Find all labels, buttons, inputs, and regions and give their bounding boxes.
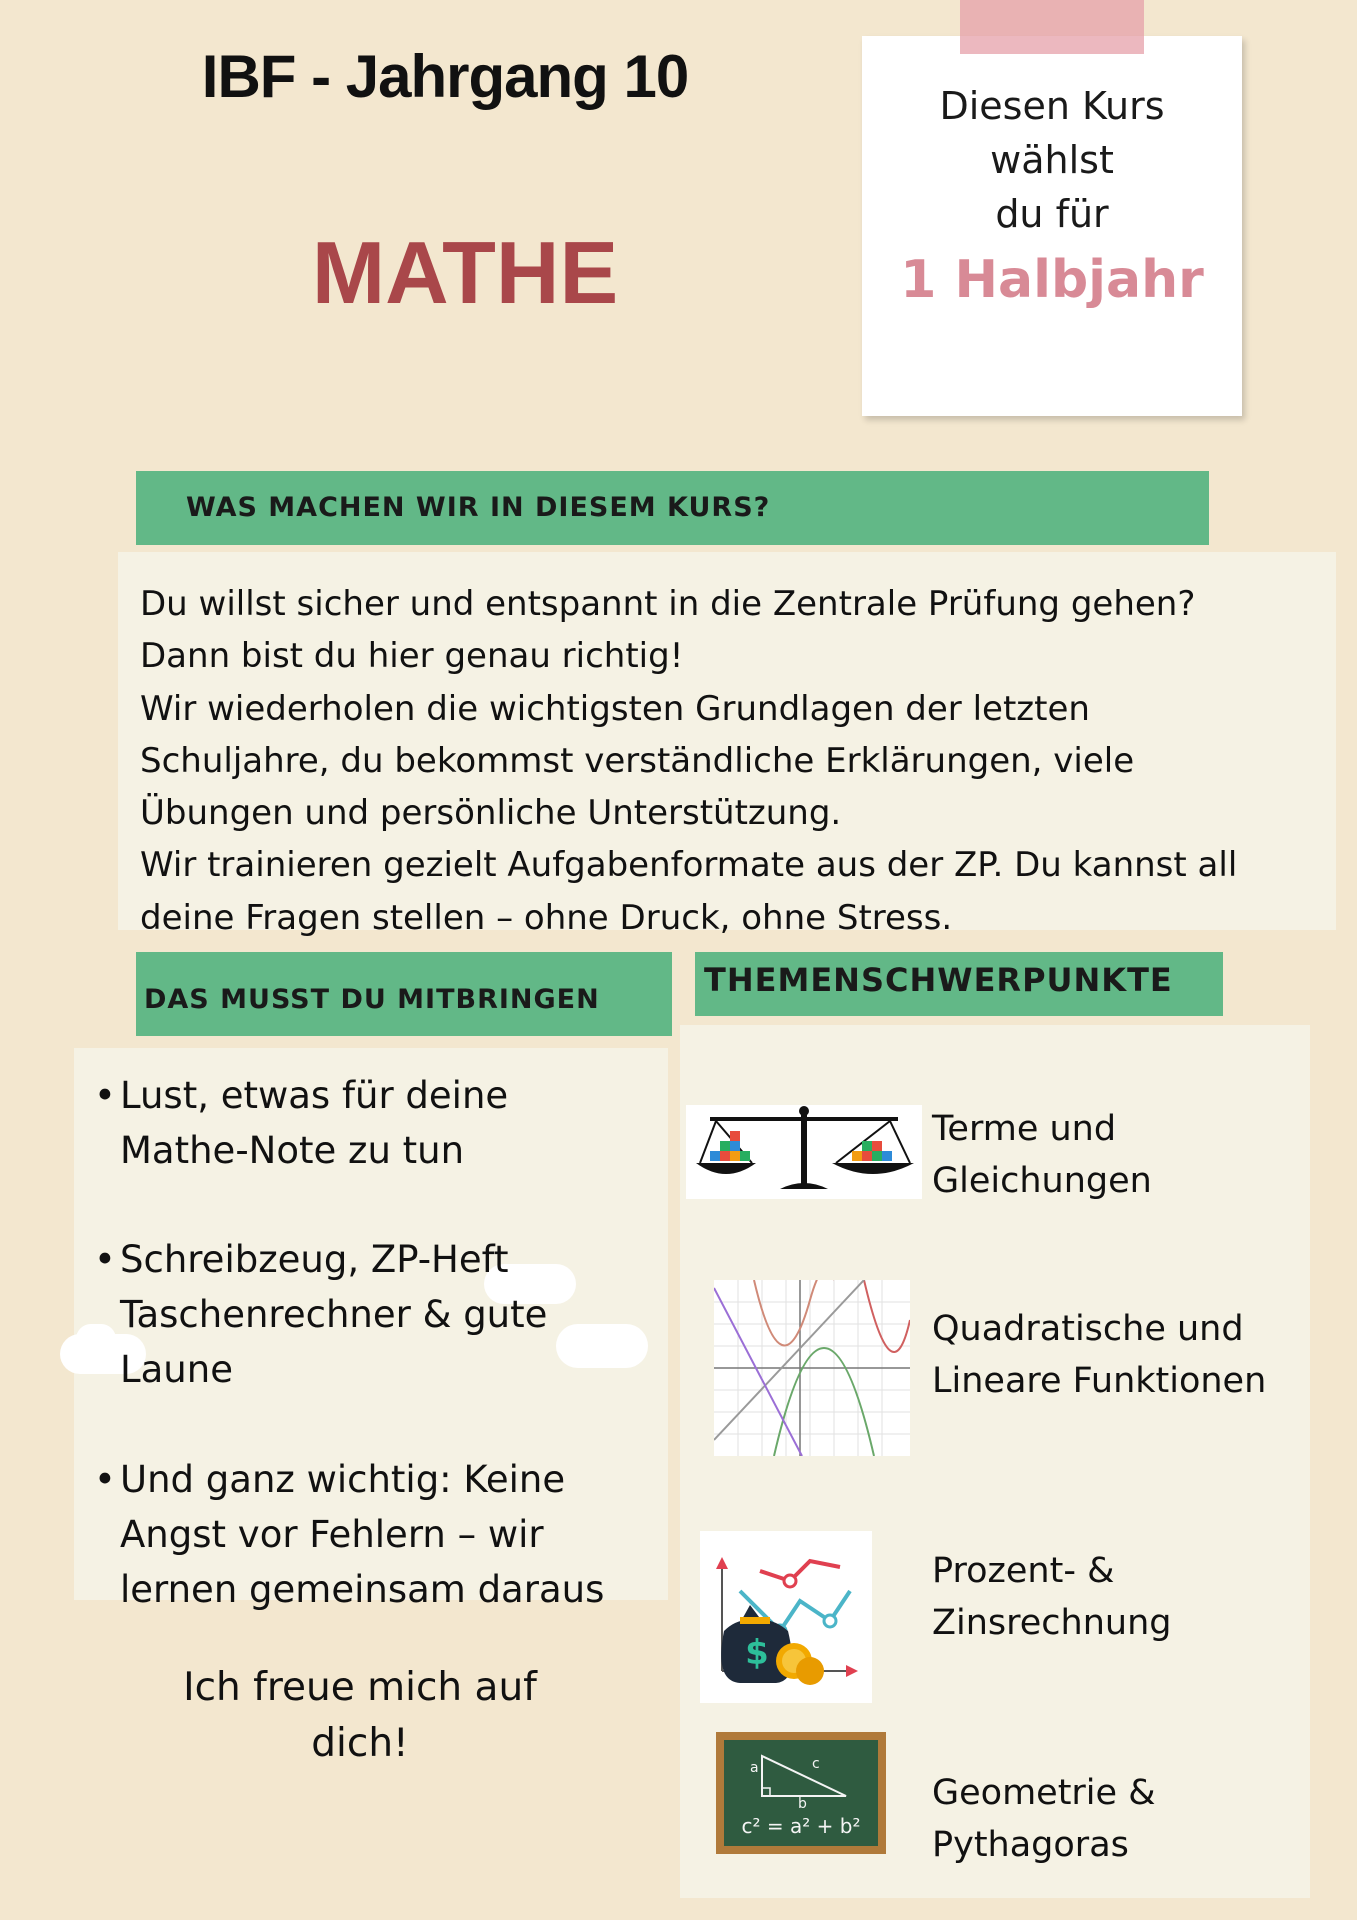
intro-line: deine Fragen stellen – ohne Druck, ohne Stress. [140,897,953,938]
function-graph-icon [714,1280,910,1456]
closing-message [170,1660,550,1772]
topic-label [932,1545,1302,1649]
page-title: IBF - Jahrgang 10 [201,43,689,110]
intro-line: Dann bist du hier genau richtig! [140,636,684,677]
topic-line: Terme und [932,1109,1117,1149]
topic-line: Quadratische und [932,1309,1244,1349]
topics-panel [680,1025,1310,1898]
closing-line-2: dich! [311,1721,409,1766]
dollar-sign: $ [745,1633,769,1673]
note-line-3: du für [995,192,1109,236]
topic-line: Prozent- & [932,1551,1115,1591]
bring-panel [74,1048,668,1611]
pythagoras-formula: c² = a² + b² [741,1814,861,1838]
chalkboard-triangle-icon [716,1732,886,1854]
bullet-dot: • [94,1074,116,1117]
bring-item-line: lernen gemeinsam daraus [120,1568,605,1611]
bring-item-line: Lust, etwas für deine [120,1074,509,1117]
topic-label [932,1767,1302,1871]
intro-heading: WAS MACHEN WIR IN DIESEM KURS? [136,471,1209,545]
balance-scale-icon [686,1105,922,1199]
bullet-dot: • [94,1458,116,1501]
side-label-b: b [798,1796,807,1812]
side-label-c: c [812,1756,820,1772]
note-line-2: wählst [990,138,1114,182]
bring-heading: DAS MUSST DU MITBRINGEN [136,952,672,1036]
bullet-dot: • [94,1238,116,1281]
topic-line: Geometrie & [932,1773,1156,1813]
money-growth-icon [700,1531,872,1703]
topic-label [932,1103,1302,1207]
topic-label [932,1303,1302,1407]
subject-title: MATHE [311,223,619,322]
intro-line: Wir trainieren gezielt Aufgabenformate aus der ZP. Du kannst all [140,845,1238,886]
bring-item [94,1452,654,1617]
note-line-1: Diesen Kurs [939,84,1165,128]
topics-heading: THEMENSCHWERPUNKTE [695,952,1223,1016]
intro-line: Übungen und persönliche Unterstützung. [140,793,842,834]
intro-text-panel [118,552,1336,938]
note-duration: 1 Halbjahr [900,250,1204,310]
closing-line-1: Ich freue mich auf [183,1665,537,1710]
duration-note [862,36,1242,416]
intro-line: Du willst sicher und entspannt in die Zentrale Prüfung gehen? [140,584,1196,624]
bring-item [94,1232,654,1397]
topic-line: Pythagoras [932,1825,1129,1865]
bring-item-line: Taschenrechner & gute [120,1293,548,1336]
bring-item-line: Und ganz wichtig: Keine [120,1458,566,1501]
bring-item-line: Angst vor Fehlern – wir [120,1513,544,1556]
tape-strip [960,0,1144,54]
bring-item-line: Schreibzeug, ZP-Heft [120,1238,509,1281]
bring-item-line: Mathe-Note zu tun [120,1129,465,1172]
side-label-a: a [750,1760,759,1776]
topic-line: Lineare Funktionen [932,1361,1267,1401]
intro-line: Wir wiederholen die wichtigsten Grundlagen der letzten [140,688,1090,729]
topic-line: Gleichungen [932,1161,1152,1201]
bring-item-line: Laune [120,1348,233,1391]
intro-line: Schuljahre, du bekommst verständliche Erklärungen, viele [140,740,1135,781]
topic-line: Zinsrechnung [932,1603,1172,1643]
bring-item [94,1068,654,1178]
